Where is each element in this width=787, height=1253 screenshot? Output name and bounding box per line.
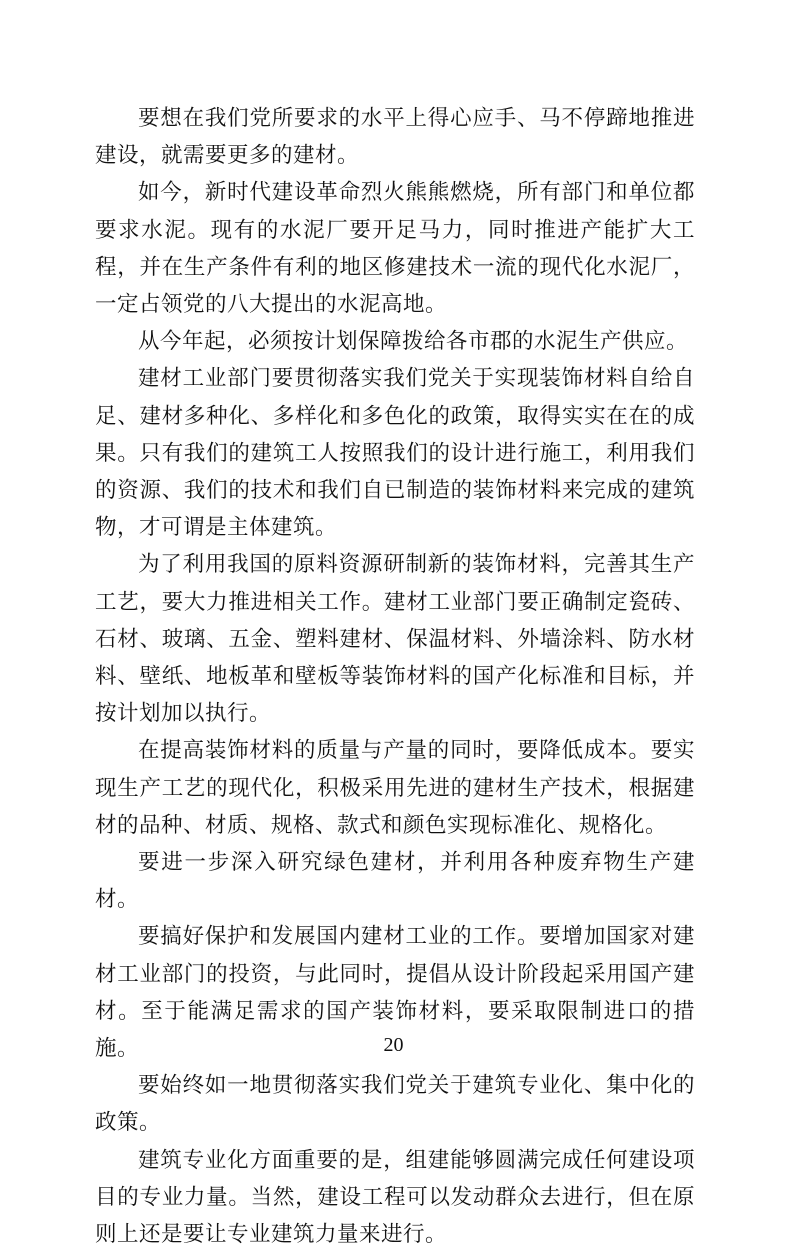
page-number: 20 xyxy=(383,1034,404,1056)
paragraph: 要搞好保护和发展国内建材工业的工作。要增加国家对建材工业部门的投资，与此同时，提倡从设计阶段起采用国产建材。至于能满足需求的国产装饰材料，要采取限制进口的措施。 xyxy=(95,924,695,1062)
paragraph: 建材工业部门要贯彻落实我们党关于实现装饰材料自给自足、建材多种化、多样化和多色化的政策，取得实实在在的成果。只有我们的建筑工人按照我们的设计进行施工，利用我们的资源、我们的技术和我们自已制造的装饰材料来完成的建筑物，才可谓是主体建筑。 xyxy=(95,366,695,541)
paragraph: 要想在我们党所要求的水平上得心应手、马不停蹄地推进建设，就需要更多的建材。 xyxy=(95,106,695,169)
paragraph: 建筑专业化方面重要的是，组建能够圆满完成任何建设项目的专业力量。当然，建设工程可以发动群众去进行，但在原则上还是要让专业建筑力量来进行。 xyxy=(95,1147,695,1248)
paragraph: 要进一步深入研究绿色建材，并利用各种废弃物生产建材。 xyxy=(95,850,695,913)
paragraph: 从今年起，必须按计划保障拨给各市郡的水泥生产供应。 xyxy=(138,329,689,355)
body-text xyxy=(95,100,695,1253)
paragraph: 在提高装饰材料的质量与产量的同时，要降低成本。要实现生产工艺的现代化，积极采用先进的建材生产技术，根据建材的品种、材质、规格、款式和颜色实现标准化、规格化。 xyxy=(95,738,695,838)
paragraph: 为了利用我国的原料资源研制新的装饰材料，完善其生产工艺，要大力推进相关工作。建材工业部门要正确制定瓷砖、石材、玻璃、五金、塑料建材、保温材料、外墙涂料、防水材料、壁纸、地板革和壁板等装饰材料的国产化标准和目标，并按计划加以执行。 xyxy=(95,552,695,727)
paragraph: 要始终如一地贯彻落实我们党关于建筑专业化、集中化的政策。 xyxy=(95,1073,695,1136)
paragraph: 如今，新时代建设革命烈火熊熊燃烧，所有部门和单位都要求水泥。现有的水泥厂要开足马力，同时推进产能扩大工程，并在生产条件有利的地区修建技术一流的现代化水泥厂，一定占领党的八大提出的水泥高地。 xyxy=(95,180,695,318)
